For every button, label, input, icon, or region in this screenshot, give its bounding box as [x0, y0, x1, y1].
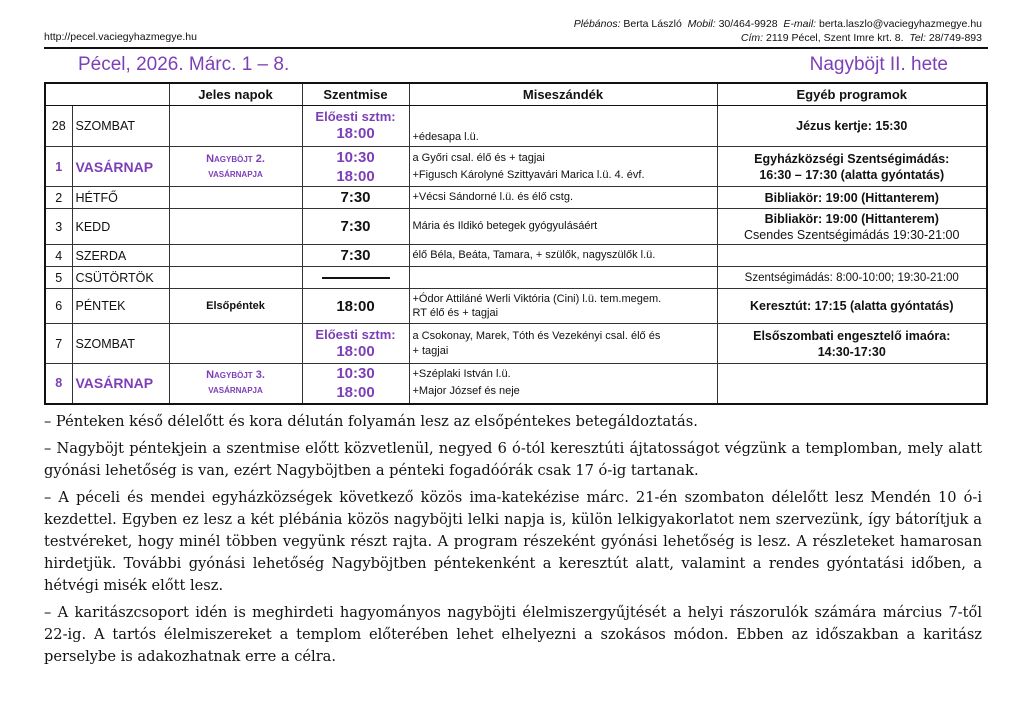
tel-label: Tel: — [909, 32, 926, 44]
address-label: Cím: — [740, 32, 764, 44]
table-row — [45, 209, 987, 245]
day-name: SZOMBAT — [72, 324, 169, 364]
mobile-label: Mobil: — [687, 18, 716, 30]
program-line: Bibliakör: 19:00 (Hittanterem) — [764, 211, 939, 226]
mass-time: 18:00 — [336, 384, 375, 402]
header-divider — [44, 47, 988, 49]
vigil-mass-label: Előesti sztm: — [315, 109, 396, 124]
intention-line: élő Béla, Beáta, Tamara, + szülők, nagyszülők l.ü. — [412, 249, 656, 261]
day-number: 7 — [45, 324, 72, 364]
program-cell — [717, 209, 987, 245]
day-name: VASÁRNAP — [72, 147, 169, 187]
intention-line: +Vécsi Sándorné l.ü. és élő cstg. — [412, 191, 574, 203]
feast-line: vasárnapja — [208, 384, 263, 397]
day-number: 28 — [45, 106, 72, 147]
day-name: KEDD — [72, 209, 169, 245]
priest-name: Berta László — [623, 18, 682, 30]
program-cell — [717, 364, 987, 404]
intention-line: +Ódor Attiláné Werli Viktória (Cini) l.ü. tem.megem. — [412, 293, 662, 305]
feast-line: vasárnapja — [208, 167, 263, 180]
column-header-day — [45, 83, 169, 106]
email-address[interactable]: berta.laszlo@vaciegyhazmegye.hu — [819, 18, 982, 30]
vigil-mass-label: Előesti sztm: — [315, 326, 396, 342]
mass-cell — [302, 147, 409, 187]
feast-cell — [169, 106, 302, 147]
mass-cell — [302, 245, 409, 267]
day-name: VASÁRNAP — [72, 364, 169, 404]
email-label: E-mail: — [783, 18, 817, 30]
page-title: Pécel, 2026. Márc. 1 – 8. — [78, 54, 290, 75]
mass-time: 7:30 — [340, 189, 371, 206]
priest-label: Plébános: — [573, 18, 621, 30]
intention-line: +Széplaki István l.ü. — [412, 368, 511, 381]
feast-cell — [169, 267, 302, 289]
program-cell — [717, 187, 987, 209]
mass-cell — [302, 364, 409, 404]
day-name: SZERDA — [72, 245, 169, 267]
program-line: Jézus kertje: 15:30 — [796, 119, 908, 133]
program-line: Csendes Szentségimádás 19:30-21:00 — [744, 227, 960, 242]
mass-time: 18:00 — [336, 125, 375, 142]
column-header-jeles: Jeles napok — [169, 83, 302, 106]
intention-cell — [409, 147, 717, 187]
program-line: Szentségimádás: 8:00-10:00; 19:30-21:00 — [744, 271, 959, 284]
intention-line: +édesapa l.ü. — [412, 131, 479, 143]
feast-line: Nagyböjt 2. — [206, 152, 265, 165]
announcement-paragraph: – A karitászcsoport idén is meghirdeti hagyományos nagyböjti élelmiszergyűjtését a helyi rászorulók számára március 7-től 22-ig. A tartós élelmiszereket a templom előterében lehet elhelyezni a szokásos módon. Ebben az időszakban a karitász perselybe is adakozhatnak erre a célra. — [44, 604, 982, 665]
intention-cell — [409, 324, 717, 364]
announcement-paragraph: – A péceli és mendei egyházközségek következő közös ima-katekézise márc. 21-én szombaton délelőtt lesz Mendén 10 ó-i kezdettel. Egyben ez lesz a két plébánia közös nagyböjti lelki napja is, külön lelkigyakorlatot nem szervezünk, így bátorítjuk a testvéreket, hogy minél többen vegyünk részt rajta. A program részeként gyónási lehetőség is lesz. A részleteket hamarosan hirdetjük. További gyónási lehetőség Nagyböjtben péntekenként a keresztút alatt, valamint a rendes gyóntatási időben, a hétvégi misék előtt lesz. — [44, 489, 982, 594]
contact-line-1 — [574, 17, 982, 31]
intention-cell — [409, 187, 717, 209]
program-cell — [717, 106, 987, 147]
program-line: 14:30-17:30 — [817, 344, 886, 359]
feast-cell — [169, 324, 302, 364]
intention-line: a Győri csal. élő és + tagjai — [412, 151, 545, 164]
feast-cell — [169, 209, 302, 245]
no-mass-dash — [322, 277, 390, 279]
intention-line: + tagjai — [412, 344, 449, 357]
mass-cell — [302, 267, 409, 289]
intention-cell — [409, 245, 717, 267]
table-row — [45, 147, 987, 187]
feast-cell — [169, 364, 302, 404]
feast-cell — [169, 187, 302, 209]
mass-cell — [302, 289, 409, 324]
intention-cell — [409, 106, 717, 147]
mass-cell — [302, 209, 409, 245]
announcements — [44, 411, 982, 673]
intention-cell — [409, 289, 717, 324]
program-cell — [717, 147, 987, 187]
day-name: PÉNTEK — [72, 289, 169, 324]
feast-cell — [169, 147, 302, 187]
parish-contact-block — [574, 17, 982, 45]
day-number: 8 — [45, 364, 72, 404]
program-cell — [717, 289, 987, 324]
intention-cell — [409, 209, 717, 245]
feast-line: Nagyböjt 3. — [206, 369, 265, 382]
mass-time: 18:00 — [336, 297, 375, 315]
schedule-table — [44, 82, 988, 405]
feast-cell: Elsőpéntek — [169, 289, 302, 324]
mass-cell — [302, 324, 409, 364]
program-cell — [717, 267, 987, 289]
mass-time: 7:30 — [340, 247, 371, 264]
intention-line: +Figusch Károlyné Szittyavári Marica l.ü. 4. évf. — [412, 168, 645, 181]
day-number: 3 — [45, 209, 72, 245]
intention-cell — [409, 364, 717, 404]
intention-cell — [409, 267, 717, 289]
contact-line-2 — [574, 31, 982, 45]
column-header-egyeb: Egyéb programok — [717, 83, 987, 106]
table-header-row — [45, 83, 987, 106]
announcement-paragraph: – Pénteken késő délelőtt és kora délután folyamán lesz az elsőpéntekes betegáldoztatás. — [44, 413, 698, 430]
program-cell — [717, 245, 987, 267]
mass-time: 7:30 — [340, 218, 371, 235]
day-number: 6 — [45, 289, 72, 324]
day-name: HÉTFŐ — [72, 187, 169, 209]
announcement-paragraph: – Nagyböjt péntekjein a szentmise előtt közvetlenül, negyed 6 ó-tól keresztúti ájtatosságot végzünk a templomban, mely alatt gyónási lehetőség is van, ezért Nagyböjtben a pénteki fogadóórák csak 17 ó-ig tartanak. — [44, 440, 982, 479]
program-cell — [717, 324, 987, 364]
mass-time: 10:30 — [336, 365, 375, 383]
mobile-number: 30/464-9928 — [718, 18, 778, 30]
feast-cell — [169, 245, 302, 267]
table-row — [45, 267, 987, 289]
website-link[interactable]: http://pecel.vaciegyhazmegye.hu — [44, 31, 197, 43]
mass-cell — [302, 187, 409, 209]
column-header-szentmise: Szentmise — [302, 83, 409, 106]
program-line: Bibliakör: 19:00 (Hittanterem) — [764, 190, 939, 205]
mass-time: 18:00 — [336, 342, 375, 360]
mass-time: 10:30 — [336, 148, 375, 166]
mass-time: 18:00 — [336, 167, 375, 185]
table-row — [45, 324, 987, 364]
intention-line: a Csokonay, Marek, Tóth és Vezekényi csal. élő és — [412, 329, 661, 342]
week-title: Nagyböjt II. hete — [809, 54, 948, 75]
day-name: SZOMBAT — [72, 106, 169, 147]
program-line: Elsőszombati engesztelő imaóra: — [753, 328, 951, 343]
program-line: Egyházközségi Szentségimádás: — [754, 151, 950, 166]
table-row — [45, 364, 987, 404]
day-name: CSÜTÖRTÖK — [72, 267, 169, 289]
intention-line: +Major József és neje — [412, 385, 520, 398]
column-header-miseszandek: Miseszándék — [409, 83, 717, 106]
table-row — [45, 245, 987, 267]
intention-line: RT élő és + tagjai — [412, 307, 499, 319]
program-line: 16:30 – 17:30 (alatta gyóntatás) — [759, 167, 945, 182]
day-number: 2 — [45, 187, 72, 209]
address: 2119 Pécel, Szent Imre krt. 8. — [766, 32, 904, 44]
intention-line: Mária és Ildikó betegek gyógyulásáért — [412, 220, 598, 232]
program-line: Keresztút: 17:15 (alatta gyóntatás) — [749, 299, 954, 313]
day-number: 1 — [45, 147, 72, 187]
tel-number: 28/749-893 — [928, 32, 982, 44]
table-row — [45, 187, 987, 209]
day-number: 4 — [45, 245, 72, 267]
mass-cell — [302, 106, 409, 147]
table-row — [45, 289, 987, 324]
table-row — [45, 106, 987, 147]
day-number: 5 — [45, 267, 72, 289]
